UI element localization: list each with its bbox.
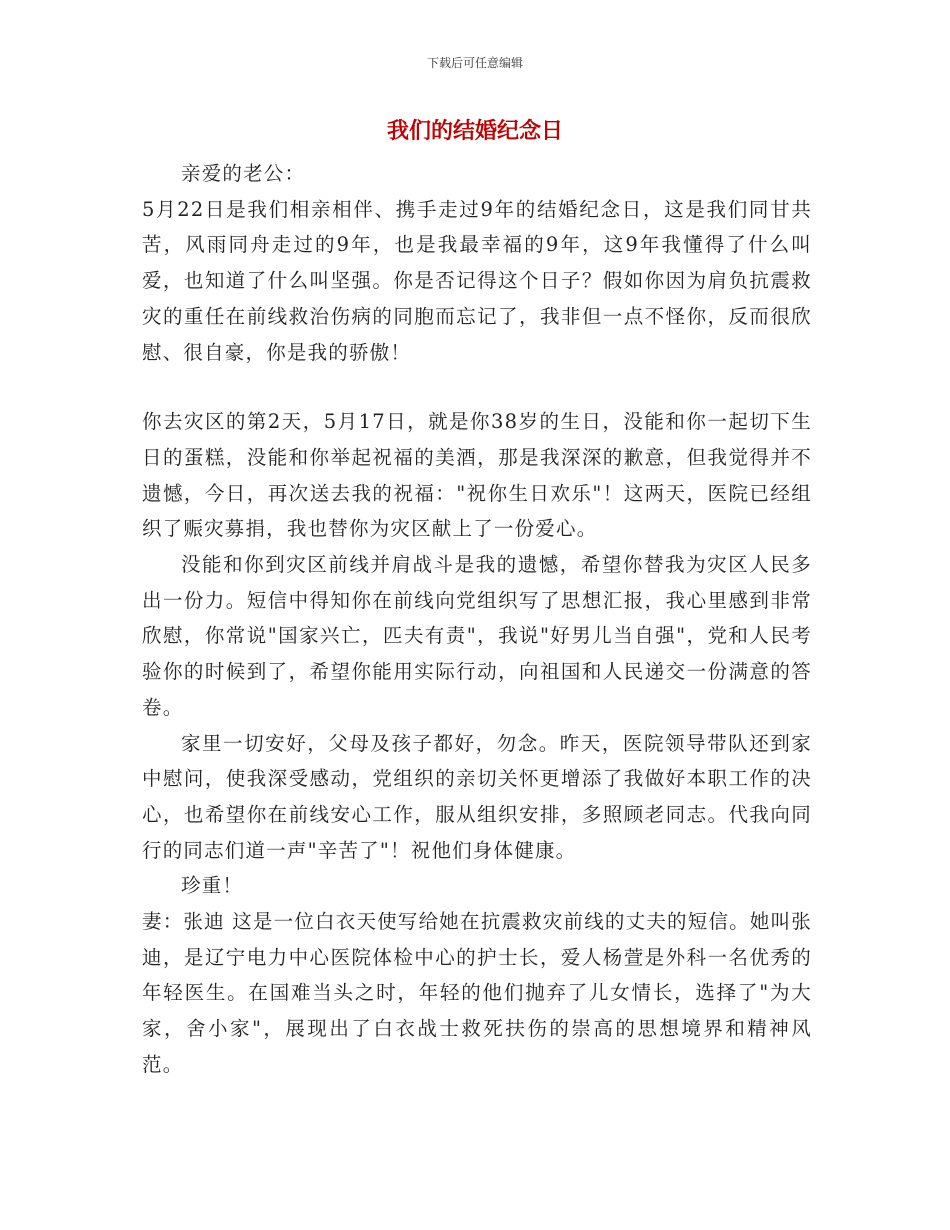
document-title: 我们的结婚纪念日 xyxy=(386,119,563,144)
paragraph-gap xyxy=(142,370,812,404)
letter-body xyxy=(142,156,812,1083)
paragraph-anniversary: 5月22日是我们相亲相伴、携手走过9年的结婚纪念日，这是我们同甘共苦，风雨同舟走过的9年，也是我最幸福的9年，这9年我懂得了什么叫爱，也知道了什么叫坚强。你是否记得这个日子？假如你因为肩负抗震救灾的重任在前线救治伤病的同胞而忘记了，我非但一点不怪你，反而很欣慰、很自豪，你是我的骄傲！ xyxy=(142,197,812,364)
salutation: 亲爱的老公： xyxy=(181,162,306,185)
closing: 珍重！ xyxy=(181,874,244,898)
signature-and-note: 妻：张迪 这是一位白衣天使写给她在抗震救灾前线的丈夫的短信。她叫张迪，是辽宁电力中心医院体检中心的护士长，爱人杨萱是外科一名优秀的年轻医生。在国难当头之时，年轻的他们抛弃了儿女情长，选择了"为大家，舍小家"，展现出了白衣战士救死扶伤的崇高的思想境界和精神风范。 xyxy=(142,910,812,1076)
header-note: 下载后可任意编辑 xyxy=(426,56,523,70)
paragraph-family: 家里一切安好，父母及孩子都好，勿念。昨天，医院领导带队还到家中慰问，使我深受感动，党组织的亲切关怀更增添了我做好本职工作的决心，也希望你在前线安心工作，服从组织安排，多照顾老同志。代我向同行的同志们道一声"辛苦了"！祝他们身体健康。 xyxy=(142,731,812,862)
paragraph-birthday: 你去灾区的第2天，5月17日，就是你38岁的生日，没能和你一起切下生日的蛋糕，没能和你举起祝福的美酒，那是我深深的歉意，但我觉得并不遗憾，今日，再次送去我的祝福："祝你生日欢乐"！这两天，医院已经组织了赈灾募捐，我也替你为灾区献上了一份爱心。 xyxy=(142,410,812,541)
paragraph-frontline: 没能和你到灾区前线并肩战斗是我的遗憾，希望你替我为灾区人民多出一份力。短信中得知你在前线向党组织写了思想汇报，我心里感到非常欣慰，你常说"国家兴亡，匹夫有责"，我说"好男儿当自强"，党和人民考验你的时候到了，希望你能用实际行动，向祖国和人民递交一份满意的答卷。 xyxy=(142,553,812,719)
